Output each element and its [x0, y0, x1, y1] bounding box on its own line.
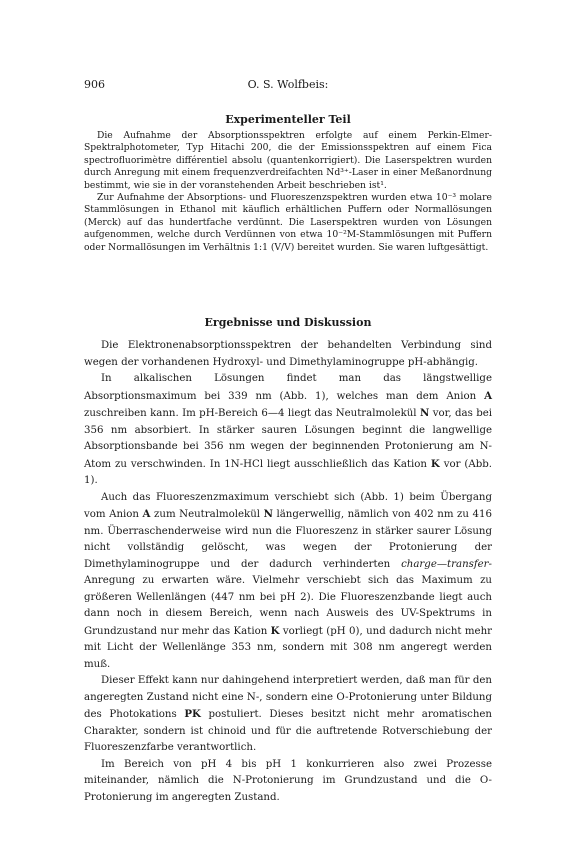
text-run: zuschreiben kann. Im pH-Bereich 6—4 liegt das Neutralmolekül: [84, 408, 420, 419]
text-run: zum Neutralmolekül: [150, 509, 264, 520]
results-section-title: Ergebnisse und Diskussion: [204, 316, 372, 329]
text-run: Dieser Effekt kann nur dahingehend interpretiert werden, daß man für den angeregten Zustand nicht eine N-, sondern eine O-Protonierung unter Bildung des Photokations: [84, 675, 492, 720]
experimental-paragraph-1: Die Aufnahme der Absorptionsspektren erfolgte auf einem Perkin-Elmer-Spektralphotometer, Typ Hitachi 200, die der Emissionsspektren auf einem Fica spectrofluorimètre différentiel absolu (quantenkorrigiert). Die Laserspektren wurden durch Anregung mit einem frequenzverdreifachten Nd³⁺-Laser in einer Meßanordnung bestimmt, wie sie in der voranstehenden Arbeit beschrieben ist¹.: [84, 130, 492, 191]
experimental-body: [84, 130, 492, 254]
experimental-section-title: Experimenteller Teil: [225, 113, 351, 126]
compound-label-cation: K: [430, 457, 440, 470]
compound-label-neutral: N: [263, 508, 273, 520]
results-body: [84, 338, 492, 806]
text-run: Auch das Fluoreszenzmaximum verschiebt sich (Abb. 1) beim Übergang vom Anion: [84, 491, 492, 520]
compound-label-neutral: N: [419, 407, 430, 419]
text-run: längerwellig, nämlich von 402 nm zu 416 nm. Überraschenderweise wird nun die Fluoreszenz in stärker saurer Lösung nicht vollständig gelöscht, was wegen der Protonierung der Dimethylaminogruppe und der dadurch verhinderten: [84, 509, 492, 570]
page-number: 906: [84, 78, 105, 91]
results-paragraph-5: Im Bereich von pH 4 bis pH 1 konkurrieren also zwei Prozesse miteinander, nämlich die N-Protonierung im Grundzustand und die O-Protonierung im angeregten Zustand.: [84, 758, 492, 803]
results-paragraph-3: [84, 490, 492, 674]
compound-label-cation: K: [270, 624, 280, 637]
compound-label-photocation: PK: [184, 708, 201, 720]
compound-label-anion: A: [142, 508, 151, 520]
compound-label-anion: A: [484, 389, 492, 402]
text-run: vor (Abb. 1).: [84, 458, 492, 486]
running-head: [84, 78, 492, 92]
text-run: vorliegt (pH 0), und dadurch nicht mehr mit Licht der Wellenlänge 353 nm, sondern mit 308 nm angeregt werden muß.: [84, 625, 492, 670]
results-paragraph-1: Die Elektronenabsorptionsspektren der behandelten Verbindung sind wegen der vorhandenen Hydroxyl- und Dimethylaminogruppe pH-abhängig.: [84, 340, 492, 368]
results-paragraph-2: [84, 371, 492, 490]
experimental-paragraph-2: Zur Aufnahme der Absorptions- und Fluoreszenzspektren wurden etwa 10⁻³ molare Stammlösungen in Ethanol mit käuflich erhältlichen Puffern oder Normallösungen (Merck) auf das hundertfache verdünnt. Die Laserspektren wurden von Lösungen aufgenommen, welche durch Verdünnen von etwa 10⁻²M-Stammlösungen mit Puffern oder Normallösungen im Verhältnis 1:1 (V/V) bereitet wurden. Sie waren luftgesättigt.: [84, 192, 492, 253]
running-head-author: O. S. Wolfbeis:: [247, 78, 329, 91]
text-run: postuliert. Dieses besitzt nicht mehr aromatischen Charakter, sondern ist chinoid und für die auftretende Rotverschiebung der Fluoreszenzfarbe verantwortlich.: [84, 709, 492, 753]
text-run: -Anregung zu erwarten wäre. Vielmehr verschiebt sich das Maximum zu größeren Wellenlängen (447 nm bei pH 2). Die Fluoreszenzbande liegt auch dann noch in diesem Bereich, wenn nach Ausweis des UV-Spektrums in Grundzustand nur mehr das Kation: [84, 558, 492, 637]
text-run: In alkalischen Lösungen findet man das längstwellige Absorptionsmaximum bei 339 nm (Abb. 1), welches man dem Anion: [84, 373, 492, 402]
text-run: vor, das bei 356 nm absorbiert. In stärker sauren Lösungen beginnt die langwellige Absorptionsbande bei 356 nm wegen der beginnenden Protonierung am N-Atom zu verschwinden. In 1N-HCl liegt ausschließlich das Kation: [84, 408, 493, 470]
results-paragraph-4: [84, 673, 492, 757]
italic-term: charge—transfer: [401, 558, 489, 570]
